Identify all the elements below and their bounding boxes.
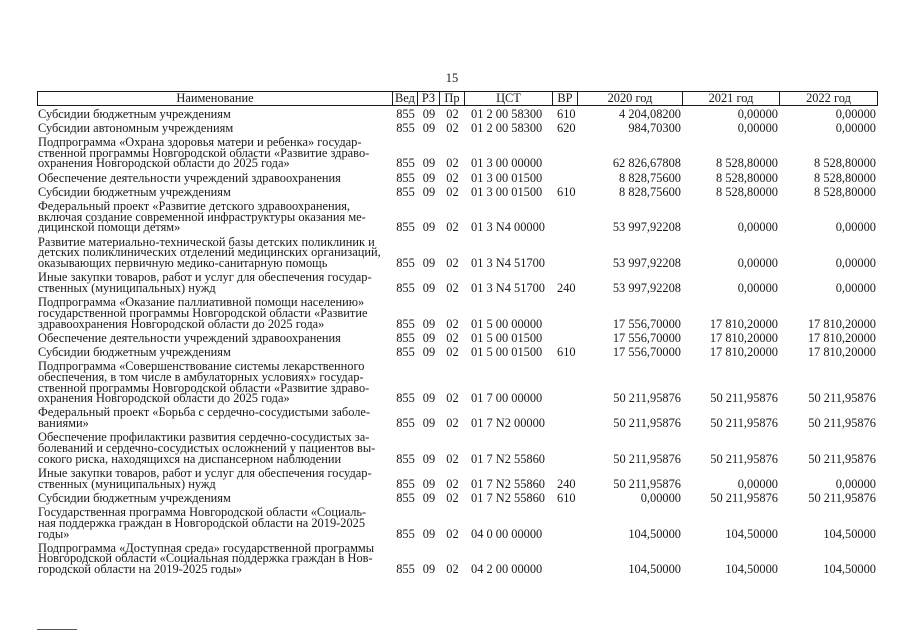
table-row: [37, 235, 878, 271]
cell-2022: 8 528,80000: [814, 170, 876, 185]
header-vr: ВР: [553, 91, 578, 106]
cell-pr: 02: [446, 120, 459, 135]
cell-vr: 610: [557, 184, 576, 199]
cell-2021: 8 528,80000: [716, 156, 778, 171]
cell-2021: 0,00000: [737, 256, 778, 271]
table-row: [37, 331, 878, 345]
table-row: [37, 541, 878, 577]
cell-rz: 09: [422, 344, 436, 359]
cell-cst: 01 3 00 01500: [471, 184, 543, 199]
cell-2020: 104,50000: [628, 562, 681, 577]
cell-2020: 17 556,70000: [612, 330, 681, 345]
table-header: [37, 91, 878, 106]
name-line: сокого риска, находящихся на диспансерном наблюдении: [38, 451, 342, 466]
name-line: охранения Новгородской области до 2025 года»: [38, 156, 290, 171]
table-row: [37, 107, 878, 121]
name-line: обеспечения, в том числе в амбулаторных условиях» государ-: [38, 369, 364, 384]
header-2020: 2020 год: [578, 91, 683, 106]
name-line: Субсидии бюджетным учреждениям: [38, 106, 231, 121]
cell-2020: 50 211,95876: [613, 451, 681, 466]
header-cst: ЦСТ: [465, 91, 553, 106]
table-body: [37, 107, 878, 577]
name-line: Подпрограмма «Доступная среда» государственной программы: [38, 540, 375, 555]
name-line: Иные закупки товаров, работ и услуг для обеспечения государ-: [38, 465, 372, 480]
cell-cst: 01 7 00 00000: [471, 391, 543, 406]
cell-pr: 02: [446, 391, 459, 406]
cell-pr: 02: [446, 476, 459, 491]
cell-2020: 53 997,92208: [612, 220, 681, 235]
cell-2022: 0,00000: [835, 120, 876, 135]
cell-rz: 09: [422, 562, 436, 577]
table-row: [37, 405, 878, 430]
cell-name: [37, 272, 393, 293]
footnote-separator: [37, 629, 77, 630]
cell-2020: 17 556,70000: [612, 316, 681, 331]
cell-2022: 8 528,80000: [814, 184, 876, 199]
cell-cst: 01 7 N2 55860: [471, 451, 545, 466]
cell-vr: 240: [557, 476, 576, 491]
name-line: Субсидии автономным учреждениям: [38, 120, 234, 135]
cell-ved: 855: [396, 344, 415, 359]
cell-cst: 01 3 00 01500: [471, 170, 543, 185]
header-name: Наименование: [37, 91, 393, 106]
name-line: Обеспечение профилактики развития сердечно-сосудистых за-: [38, 430, 370, 445]
cell-2022: 0,00000: [835, 220, 876, 235]
cell-pr: 02: [446, 280, 459, 295]
cell-pr: 02: [446, 526, 459, 541]
cell-2020: 53 997,92208: [612, 256, 681, 271]
name-line: ственной программы Новгородской области «Развитие здраво-: [38, 380, 370, 395]
cell-2022: 50 211,95876: [808, 490, 876, 505]
cell-cst: 01 7 N2 55860: [471, 490, 545, 505]
cell-name: [37, 170, 393, 185]
cell-name: [37, 137, 393, 169]
header-pr: Пр: [440, 91, 465, 106]
cell-ved: 855: [396, 330, 415, 345]
cell-2021: 17 810,20000: [709, 316, 778, 331]
cell-cst: 01 3 N4 51700: [471, 256, 545, 271]
cell-name: [37, 201, 393, 233]
cell-2020: 50 211,95876: [613, 476, 681, 491]
page-number: 15: [445, 71, 459, 85]
cell-pr: 02: [446, 562, 459, 577]
cell-rz: 09: [422, 156, 436, 171]
name-line: Государственная программа Новгородской области «Социаль-: [38, 505, 367, 520]
cell-cst: 01 2 00 58300: [471, 120, 543, 135]
cell-ved: 855: [396, 451, 415, 466]
cell-2021: 0,00000: [737, 280, 778, 295]
cell-ved: 855: [396, 562, 415, 577]
cell-2020: 4 204,08200: [619, 106, 681, 121]
cell-cst: 01 2 00 58300: [471, 106, 543, 121]
name-line: Субсидии бюджетным учреждениям: [38, 344, 231, 359]
cell-rz: 09: [422, 220, 436, 235]
cell-ved: 855: [396, 220, 415, 235]
table-row: [37, 505, 878, 541]
cell-name: [37, 330, 393, 345]
cell-pr: 02: [446, 344, 459, 359]
cell-rz: 09: [422, 280, 436, 295]
cell-name: [37, 490, 393, 505]
cell-2022: 17 810,20000: [807, 316, 876, 331]
header-ved: Вед: [393, 91, 418, 106]
cell-2021: 0,00000: [737, 106, 778, 121]
cell-ved: 855: [396, 316, 415, 331]
cell-rz: 09: [422, 391, 436, 406]
cell-2020: 0,00000: [640, 490, 681, 505]
name-line: городской области на 2019-2025 годы»: [38, 562, 243, 577]
cell-cst: 01 7 N2 00000: [471, 416, 545, 431]
cell-rz: 09: [422, 184, 436, 199]
cell-cst: 01 5 00 00000: [471, 316, 543, 331]
cell-2022: 17 810,20000: [807, 330, 876, 345]
name-line: включая создание современной инфраструктуры оказания ме-: [38, 209, 366, 224]
cell-pr: 02: [446, 220, 459, 235]
cell-2021: 0,00000: [737, 220, 778, 235]
cell-2021: 50 211,95876: [710, 490, 778, 505]
cell-cst: 01 3 00 00000: [471, 156, 543, 171]
cell-name: [37, 297, 393, 329]
cell-2020: 17 556,70000: [612, 344, 681, 359]
name-line: ная поддержка граждан в Новгородской области на 2019-2025: [38, 515, 366, 530]
cell-rz: 09: [422, 256, 436, 271]
cell-name: [37, 405, 393, 431]
name-line: Федеральный проект «Борьба с сердечно-сосудистыми заболе-: [38, 405, 371, 420]
cell-ved: 855: [396, 156, 415, 171]
cell-ved: 855: [396, 391, 415, 406]
cell-2020: 104,50000: [628, 526, 681, 541]
cell-2022: 50 211,95876: [808, 416, 876, 431]
cell-name: [37, 106, 393, 121]
cell-2021: 50 211,95876: [710, 416, 778, 431]
table-row: [37, 185, 878, 199]
table-row: [37, 491, 878, 505]
name-line: годы»: [38, 526, 70, 541]
cell-cst: 01 5 00 01500: [471, 344, 543, 359]
name-line: здравоохранения Новгородской области до 2025 года»: [38, 316, 325, 331]
cell-ved: 855: [396, 106, 415, 121]
header-2022: 2022 год: [780, 91, 878, 106]
cell-2021: 17 810,20000: [709, 330, 778, 345]
table-row: [37, 295, 878, 331]
cell-2020: 50 211,95876: [613, 416, 681, 431]
cell-pr: 02: [446, 330, 459, 345]
cell-2021: 0,00000: [737, 476, 778, 491]
cell-2020: 53 997,92208: [612, 280, 681, 295]
name-line: Обеспечение деятельности учреждений здравоохранения: [38, 330, 341, 345]
cell-pr: 02: [446, 170, 459, 185]
table-row: [37, 121, 878, 135]
cell-name: [37, 184, 393, 199]
cell-2021: 50 211,95876: [710, 391, 778, 406]
cell-vr: 240: [557, 280, 576, 295]
cell-pr: 02: [446, 106, 459, 121]
cell-pr: 02: [446, 256, 459, 271]
cell-pr: 02: [446, 490, 459, 505]
cell-2021: 8 528,80000: [716, 184, 778, 199]
cell-pr: 02: [446, 416, 459, 431]
cell-name: [37, 361, 393, 404]
cell-cst: 01 7 N2 55860: [471, 476, 545, 491]
cell-rz: 09: [422, 330, 436, 345]
cell-2020: 50 211,95876: [613, 391, 681, 406]
cell-name: [37, 344, 393, 359]
name-line: ваниями»: [38, 416, 89, 431]
name-line: Развитие материально-технической базы детских поликлиник и: [38, 234, 375, 249]
cell-pr: 02: [446, 156, 459, 171]
cell-ved: 855: [396, 280, 415, 295]
cell-ved: 855: [396, 256, 415, 271]
cell-rz: 09: [422, 451, 436, 466]
cell-cst: 01 3 N4 51700: [471, 280, 545, 295]
name-line: Субсидии бюджетным учреждениям: [38, 490, 231, 505]
name-line: Новгородской области «Социальная поддержка граждан в Нов-: [38, 551, 373, 566]
cell-cst: 04 2 00 00000: [471, 562, 543, 577]
cell-rz: 09: [422, 416, 436, 431]
cell-cst: 01 3 N4 00000: [471, 220, 545, 235]
cell-2021: 104,50000: [725, 526, 778, 541]
name-line: детских поликлинических отделений медицинских организаций,: [38, 245, 381, 260]
cell-ved: 855: [396, 526, 415, 541]
cell-2021: 50 211,95876: [710, 451, 778, 466]
name-line: охранения Новгородской области до 2025 года»: [38, 391, 290, 406]
cell-2020: 62 826,67808: [612, 156, 681, 171]
table-row: [37, 466, 878, 491]
name-line: ственной программы Новгородской области «Развитие здраво-: [38, 145, 370, 160]
name-line: Подпрограмма «Оказание паллиативной помощи населению»: [38, 295, 365, 310]
cell-2020: 8 828,75600: [619, 184, 681, 199]
cell-cst: 04 0 00 00000: [471, 526, 543, 541]
cell-ved: 855: [396, 476, 415, 491]
cell-name: [37, 540, 393, 577]
name-line: Обеспечение деятельности учреждений здравоохранения: [38, 170, 341, 185]
cell-2022: 0,00000: [835, 280, 876, 295]
cell-2022: 50 211,95876: [808, 451, 876, 466]
cell-ved: 855: [396, 490, 415, 505]
cell-name: [37, 234, 393, 271]
table-row: [37, 359, 878, 405]
cell-2022: 8 528,80000: [814, 156, 876, 171]
cell-vr: 610: [557, 106, 576, 121]
name-line: Федеральный проект «Развитие детского здравоохранения,: [38, 199, 351, 214]
cell-ved: 855: [396, 416, 415, 431]
cell-vr: 610: [557, 490, 576, 505]
cell-name: [37, 432, 393, 464]
name-line: Подпрограмма «Совершенствование системы лекарственного: [38, 359, 365, 374]
table-row: [37, 430, 878, 466]
cell-cst: 01 5 00 01500: [471, 330, 543, 345]
name-line: ственных (муниципальных) нужд: [38, 476, 216, 491]
cell-vr: 620: [557, 120, 576, 135]
table-row: [37, 345, 878, 359]
name-line: ственных (муниципальных) нужд: [38, 280, 216, 295]
cell-name: [37, 465, 393, 491]
name-line: болеваний и сердечно-сосудистых осложнений у пациентов вы-: [38, 441, 376, 456]
cell-ved: 855: [396, 120, 415, 135]
header-rz: РЗ: [418, 91, 440, 106]
cell-2022: 50 211,95876: [808, 391, 876, 406]
cell-name: [37, 120, 393, 135]
name-line: государственной программы Новгородской области «Развитие: [38, 305, 368, 320]
cell-2021: 104,50000: [725, 562, 778, 577]
header-2021: 2021 год: [683, 91, 780, 106]
table-row: [37, 199, 878, 235]
cell-2020: 984,70300: [628, 120, 681, 135]
cell-2022: 0,00000: [835, 256, 876, 271]
cell-rz: 09: [422, 170, 436, 185]
cell-2021: 0,00000: [737, 120, 778, 135]
table-row: [37, 135, 878, 171]
name-line: дицинской помощи детям»: [38, 220, 181, 235]
cell-rz: 09: [422, 316, 436, 331]
cell-pr: 02: [446, 184, 459, 199]
cell-ved: 855: [396, 170, 415, 185]
cell-rz: 09: [422, 106, 436, 121]
cell-2022: 104,50000: [823, 562, 876, 577]
cell-2022: 104,50000: [823, 526, 876, 541]
table-row: [37, 171, 878, 185]
cell-vr: 610: [557, 344, 576, 359]
name-line: Субсидии бюджетным учреждениям: [38, 184, 231, 199]
cell-2022: 0,00000: [835, 476, 876, 491]
cell-ved: 855: [396, 184, 415, 199]
cell-rz: 09: [422, 490, 436, 505]
cell-2022: 17 810,20000: [807, 344, 876, 359]
cell-rz: 09: [422, 120, 436, 135]
name-line: Иные закупки товаров, работ и услуг для обеспечения государ-: [38, 270, 372, 285]
name-line: Подпрограмма «Охрана здоровья матери и ребенка» государ-: [38, 135, 362, 149]
cell-name: [37, 507, 393, 539]
table-row: [37, 270, 878, 295]
cell-pr: 02: [446, 451, 459, 466]
cell-2020: 8 828,75600: [619, 170, 681, 185]
cell-rz: 09: [422, 476, 436, 491]
cell-2021: 17 810,20000: [709, 344, 778, 359]
name-line: оказывающих первичную медико-санитарную помощь: [38, 256, 328, 271]
cell-rz: 09: [422, 526, 436, 541]
cell-2021: 8 528,80000: [716, 170, 778, 185]
cell-2022: 0,00000: [835, 106, 876, 121]
cell-pr: 02: [446, 316, 459, 331]
